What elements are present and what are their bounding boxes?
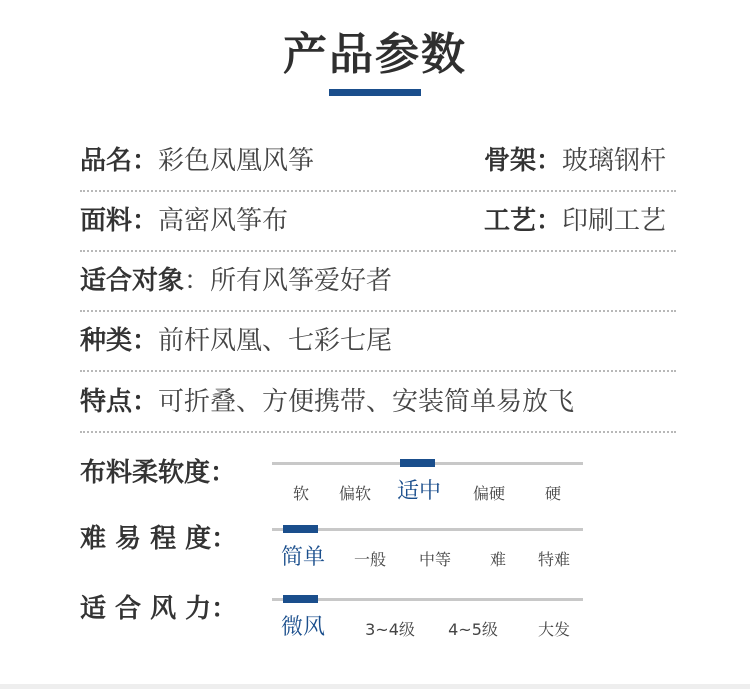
page-title: 产品参数: [283, 29, 467, 80]
spec-right: [484, 131, 666, 192]
spec-key: 面料：: [80, 206, 159, 236]
rating-option: 特难: [537, 550, 571, 569]
rating-track: [272, 598, 583, 601]
spec-row-type: [80, 311, 676, 372]
title-underline: [329, 89, 421, 96]
spec-key: 种类：: [80, 326, 159, 356]
rating-label: 布料柔软度：: [80, 458, 237, 488]
spec-row-fabric: [80, 191, 676, 252]
rating-option-selected: 适中: [396, 479, 442, 504]
rating-marker: [400, 459, 435, 467]
spec-value: 印刷工艺: [561, 206, 666, 236]
spec-row-audience: [80, 251, 676, 312]
rating-marker: [283, 525, 318, 533]
spec-value: 前杆凤凰、七彩七尾: [158, 326, 393, 356]
footer-line: [0, 684, 750, 689]
rating-option: 4~5级: [448, 620, 498, 639]
rating-difficulty: [80, 518, 600, 588]
rating-option: 一般: [353, 550, 387, 569]
rating-softness: [80, 452, 600, 522]
rating-option: 3~4级: [365, 620, 415, 639]
rating-option: 难: [489, 550, 507, 569]
spec-key: 适合对象: [80, 266, 185, 296]
rating-option: 偏硬: [472, 484, 506, 503]
rating-label: 难 易 程 度：: [80, 524, 238, 554]
spec-value: ：所有风筝爱好者: [184, 266, 393, 296]
spec-value: 高密风筝布: [158, 206, 289, 236]
rating-option: 偏软: [338, 484, 372, 503]
rating-wind: [80, 588, 600, 658]
rating-option: 大发: [537, 620, 571, 639]
rating-option: 硬: [544, 484, 562, 503]
spec-key: 骨架：: [483, 146, 562, 176]
rating-option-selected: 微风: [280, 615, 326, 640]
spec-row-features: [80, 372, 676, 433]
spec-key: 品名：: [80, 146, 159, 176]
rating-track: [272, 528, 583, 531]
spec-value: 玻璃钢杆: [561, 146, 666, 176]
spec-value: 可折叠、方便携带、安装简单易放飞: [158, 387, 575, 417]
rating-label: 适 合 风 力：: [80, 594, 238, 624]
spec-key: 特点：: [80, 387, 159, 417]
spec-value: 彩色凤凰风筝: [158, 146, 315, 176]
spec-row-name: [80, 131, 676, 192]
rating-option-selected: 简单: [280, 545, 326, 570]
rating-option: 中等: [418, 550, 452, 569]
spec-right: [484, 191, 666, 252]
rating-marker: [283, 595, 318, 603]
rating-option: 软: [292, 484, 310, 503]
spec-key: 工艺：: [483, 206, 562, 236]
